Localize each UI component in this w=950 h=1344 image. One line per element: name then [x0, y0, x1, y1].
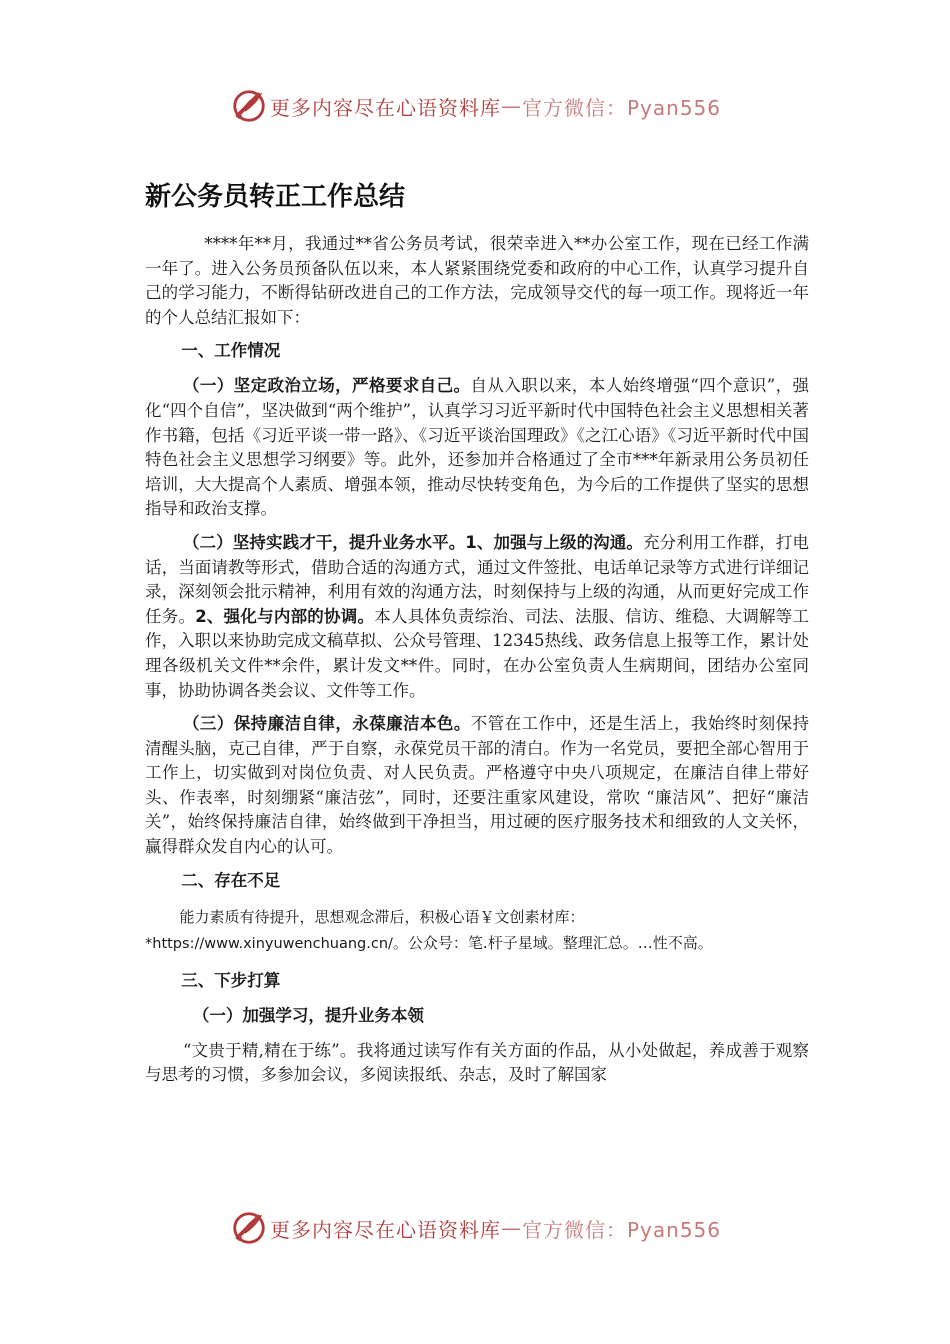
document-title: 新公务员转正工作总结	[145, 182, 406, 212]
section-heading-plans: 三、下步打算	[181, 970, 281, 990]
work-item-2	[145, 531, 809, 703]
banner-text: 更多内容尽在心语资料库	[270, 95, 501, 120]
banner-wechat: 官方微信：Pyan556	[522, 95, 722, 120]
work-item-2-text-a: 充分利用工作群，打电话，当面请教等形式，借助合适的沟通方式，通过文件签批、电话单记录等方式进行详细记录，深刻领会批示精神，利用有效的沟通方法，时刻保持与上级的沟通，从而更好完成工作任务。	[145, 532, 810, 626]
section-heading-work: 一、工作情况	[181, 341, 281, 361]
banner-dash: —	[501, 94, 522, 118]
shortcomings-url[interactable]: *https://www.xinyuwenchuang.cn/	[145, 935, 393, 952]
banner-dash: —	[501, 1216, 522, 1240]
quill-logo-icon	[230, 1209, 268, 1247]
section-heading-shortcomings: 二、存在不足	[181, 870, 281, 890]
header-banner	[230, 86, 721, 126]
work-item-2-lead: （二）坚持实践才干，提升业务水平。1、加强与上级的沟通。	[182, 532, 644, 552]
document-body	[145, 232, 809, 1097]
work-item-1-text: 自从入职以来，本人始终增强“四个意识”，强化“四个自信”，坚决做到“两个维护”，认真学习习近平新时代中国特色社会主义思想相关著作书籍，包括《习近平谈一带一路》、《习近平谈治国理政》《之江心语》《习近平新时代中国特色社会主义思想学习纲要》等。此外，还参加并合格通过了全市***年新录用公务员初任培训，大大提高个人素质、增强本领，推动尽快转变角色，为今后的工作提供了坚实的思想指导和政治支撑。	[145, 376, 810, 519]
quill-logo-icon	[230, 87, 268, 125]
shortcomings-text-b: 。公众号：笔.杆子星域。整理汇总。…性不高。	[392, 933, 713, 952]
work-item-3-text: 不管在工作中，还是生活上，我始终时刻保持清醒头脑，克己自律，严于自察，永葆党员干部的清白。作为一名党员，要把全部心智用于工作上，切实做到对岗位负责、对人民负责。严格遵守中央八项规定，在廉洁自律上带好头、作表率，时刻绷紧“廉洁弦”，同时，还要注重家风建设，常吹 “廉洁风”、把好“廉洁关”，始终保持廉洁自律，始终做到干净担当，用过硬的医疗服务技术和细致的人文关怀，赢得群众发自内心的认可。	[145, 714, 810, 857]
work-item-3-lead: （三）保持廉洁自律，永葆廉洁本色。	[182, 714, 471, 734]
work-item-2-sub: 2、强化与内部的协调。	[195, 606, 375, 626]
intro-paragraph: ****年**月，我通过**省公务员考试，很荣幸进入**办公室工作，现在已经工作满一年了。进入公务员预备队伍以来，本人紧紧围绕党委和政府的中心工作，认真学习提升自己的学习能力，不断得钻研改进自己的工作方法，完成领导交代的每一项工作。现将近一年的个人总结汇报如下：	[145, 234, 809, 327]
work-item-1	[145, 374, 809, 522]
plans-sub-heading-1: （一）加强学习，提升业务本领	[192, 1005, 424, 1025]
footer-banner	[230, 1208, 721, 1248]
banner-wechat: 官方微信：Pyan556	[522, 1217, 722, 1242]
work-item-3	[145, 712, 809, 860]
banner-text: 更多内容尽在心语资料库	[270, 1217, 501, 1242]
plans-paragraph: “文贵于精,精在于练”。我将通过读写作有关方面的作品，从小处做起，养成善于观察与思考的习惯，多参加会议，多阅读报纸、杂志，及时了解国家	[145, 1040, 809, 1085]
shortcomings-paragraph	[145, 904, 809, 957]
work-item-1-lead: （一）坚定政治立场，严格要求自己。	[182, 376, 471, 396]
shortcomings-text-a: 能力素质有待提升，思想观念滞后，积极心语￥文创素材库：	[179, 907, 585, 926]
work-item-2-text-b: 本人具体负责综治、司法、法服、信访、维稳、大调解等工作，入职以来协助完成文稿草拟、公众号管理、12345热线、政务信息上报等工作，累计处理各级机关文件**余件，累计发文**件。同时，在办公室负责人生病期间，团结办公室同事，协助协调各类会议、文件等工作。	[145, 606, 810, 700]
